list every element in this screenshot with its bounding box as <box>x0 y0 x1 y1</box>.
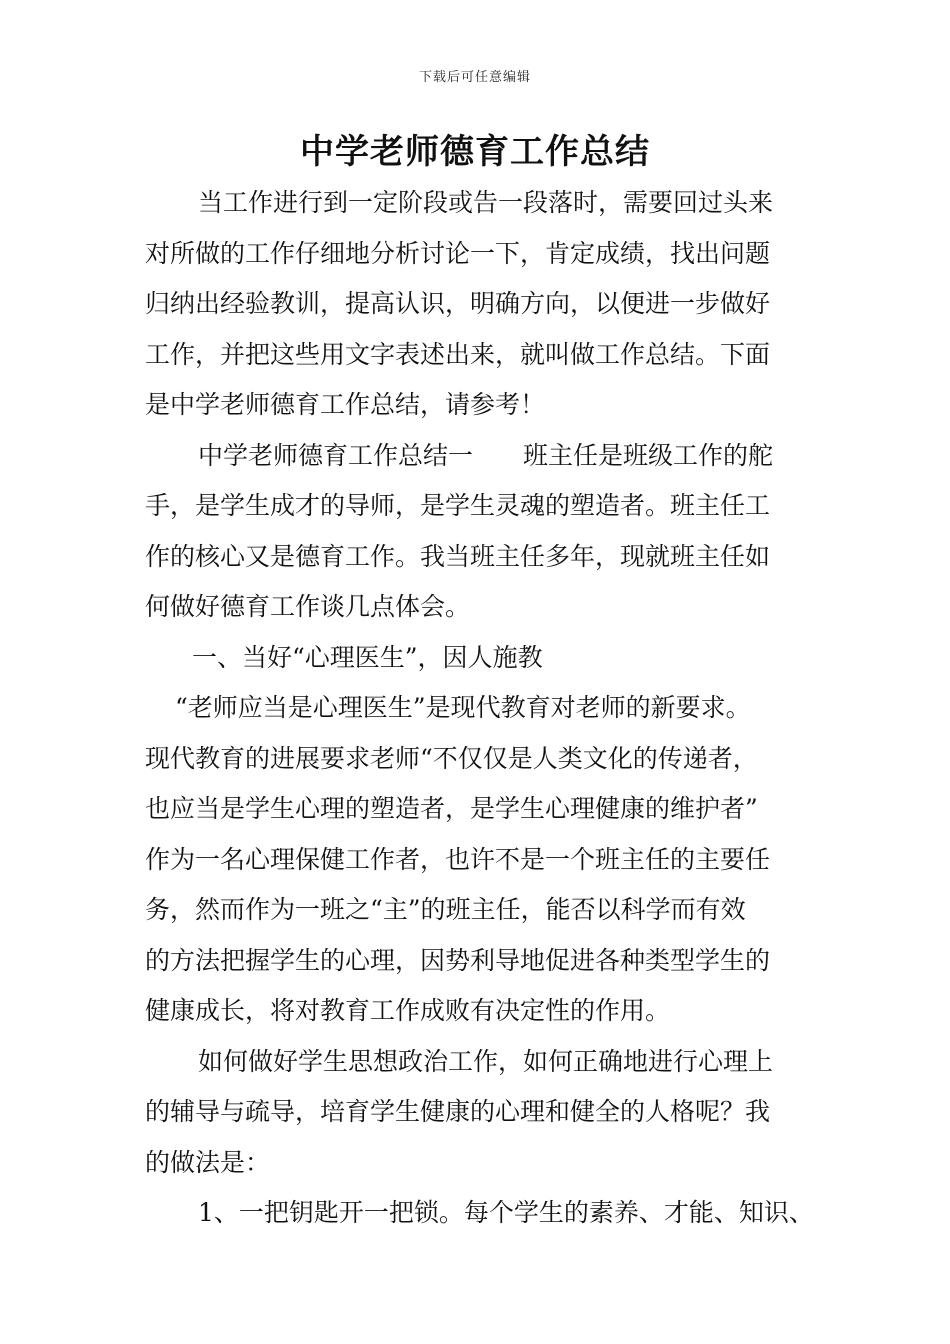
paragraph-line: 也应当是学生心理的塑造者，是学生心理健康的维护者” <box>145 794 758 823</box>
paragraph-line: 现代教育的进展要求老师“不仅仅是人类文化的传递者， <box>145 743 758 773</box>
paragraph-line: 作为一名心理保健工作者，也许不是一个班主任的主要任 <box>145 844 771 874</box>
section-heading-line: 中学老师德育工作总结一 班主任是班级工作的舵 <box>198 440 774 470</box>
paragraph-line: 何做好德育工作谈几点体会。 <box>145 592 471 621</box>
paragraph-line: 健康成长，将对教育工作成败有决定性的作用。 <box>145 996 671 1025</box>
paragraph-line: 作的核心又是德育工作。我当班主任多年，现就班主任如 <box>145 541 771 571</box>
paragraph-line: 的方法把握学生的心理，因势利导地促进各种类型学生的 <box>145 945 771 975</box>
document-body <box>145 178 835 1239</box>
paragraph-line: 归纳出经验教训，提高认识，明确方向，以便进一步做好 <box>145 289 771 318</box>
page-title: 中学老师德育工作总结 <box>300 132 650 172</box>
paragraph-line: 手，是学生成才的导师，是学生灵魂的塑造者。班主任工 <box>145 491 771 520</box>
paragraph-line: 的辅导与疏导，培育学生健康的心理和健全的人格呢？我 <box>145 1097 771 1126</box>
paragraph-line: 是中学老师德育工作总结，请参考！ <box>145 390 546 419</box>
paragraph-line: 当工作进行到一定阶段或告一段落时，需要回过头来 <box>198 188 774 217</box>
paragraph-line: 1、一把钥匙开一把锁。每个学生的素养、才能、知识、 <box>198 1198 814 1227</box>
paragraph-line: “老师应当是心理医生”是现代教育对老师的新要求。 <box>175 693 751 722</box>
paragraph-line: 如何做好学生思想政治工作，如何正确地进行心理上 <box>198 1046 774 1076</box>
paragraph-line: 对所做的工作仔细地分析讨论一下，肯定成绩，找出问题 <box>145 238 771 268</box>
paragraph-line: 务，然而作为一班之“主”的班主任，能否以科学而有效 <box>145 895 746 924</box>
paragraph-line: 的做法是： <box>145 1147 271 1177</box>
header-note: 下载后可任意编辑 <box>418 70 531 85</box>
subheading-line: 一、当好“心理医生”，因人施教 <box>192 642 543 672</box>
paragraph-line: 工作，并把这些用文字表述出来，就叫做工作总结。下面 <box>145 339 771 369</box>
